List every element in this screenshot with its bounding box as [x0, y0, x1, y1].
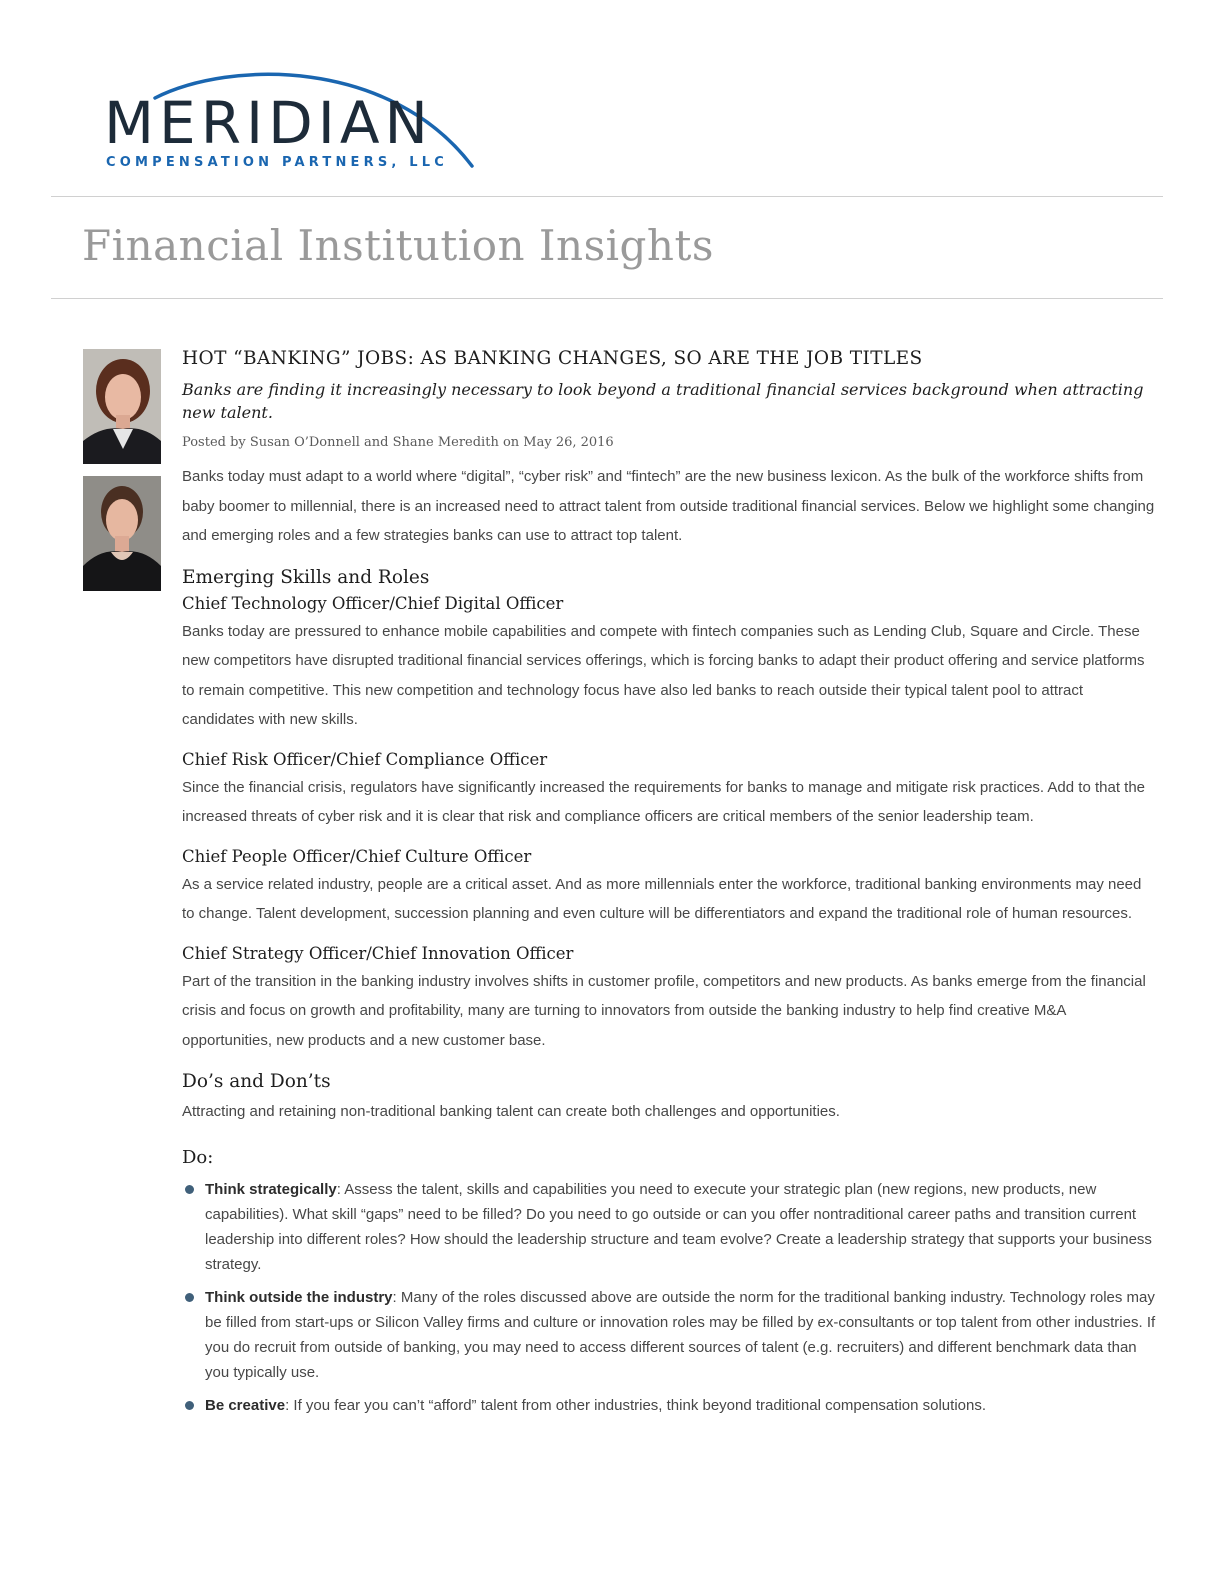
role-text-cpo: As a service related industry, people are a critical asset. And as more millennials enter the workforce, traditional banking environments may need to change. Talent development, succession planning and even culture will be differentiators and expand the traditional role of human resources. [182, 875, 1142, 922]
do-heading: Do: [182, 1146, 214, 1168]
logo-tagline: COMPENSATION PARTNERS, LLC [106, 155, 448, 170]
article-headline: HOT “BANKING” JOBS: AS BANKING CHANGES, SO ARE THE JOB TITLES [182, 348, 923, 369]
list-item [182, 1393, 1157, 1418]
author-photo-susan [83, 349, 161, 464]
author-photo-shane [83, 476, 161, 591]
role-heading-cpo: Chief People Officer/Chief Culture Officer [182, 846, 532, 866]
article-byline: Posted by Susan O’Donnell and Shane Meredith on May 26, 2016 [182, 435, 614, 450]
logo-wordmark: MERIDIAN [104, 89, 433, 157]
page-title: Financial Institution Insights [82, 221, 714, 270]
list-item-text: : Many of the roles discussed above are outside the norm for the traditional banking industry. Technology roles may be filled from start-ups or Silicon Valley firms and culture or innovation roles may be filled by ex-consultants or top talent from other industries. If you do recruit from outside of banking, you may need to access different sources of talent (e.g. recruiters) and different benchmark data than you typically use. [205, 1288, 1156, 1381]
role-heading-cso: Chief Strategy Officer/Chief Innovation Officer [182, 943, 574, 963]
meridian-logo [100, 66, 480, 176]
role-heading-cro: Chief Risk Officer/Chief Compliance Officer [182, 749, 548, 769]
header-divider-bottom [51, 298, 1163, 299]
role-text-cso: Part of the transition in the banking industry involves shifts in customer profile, competitors and new products. As banks emerge from the financial crisis and focus on growth and profitability, many are turning to innovators from outside the banking industry to help find creative M&A opportunities, new products and a new customer base. [182, 972, 1146, 1049]
header-divider-top [51, 196, 1163, 197]
article [182, 346, 1157, 1426]
bullet-icon [185, 1401, 194, 1410]
list-item-text: : If you fear you can’t “afford” talent from other industries, think beyond traditional compensation solutions. [285, 1396, 986, 1414]
do-list [182, 1177, 1157, 1418]
role-text-cto: Banks today are pressured to enhance mobile capabilities and compete with fintech companies such as Lending Club, Square and Circle. These new competitors have disrupted traditional financial services offerings, which is forcing banks to adapt their product offering and service platforms to remain competitive. This new competition and technology focus have also led banks to reach outside their typical talent pool to attract candidates with new skills. [182, 622, 1145, 728]
section-dos-donts-intro: Attracting and retaining non-traditional banking talent can create both challenges and opportunities. [182, 1103, 840, 1120]
article-subheadline: Banks are finding it increasingly necessary to look beyond a traditional financial services background when attracting new talent. [182, 380, 1144, 422]
role-heading-cto: Chief Technology Officer/Chief Digital Officer [182, 593, 564, 613]
section-heading-emerging-roles: Emerging Skills and Roles [182, 566, 430, 588]
list-item [182, 1177, 1157, 1277]
bullet-icon [185, 1185, 194, 1194]
bullet-icon [185, 1293, 194, 1302]
section-heading-dos-donts: Do’s and Don’ts [182, 1071, 331, 1092]
role-text-cro: Since the financial crisis, regulators have significantly increased the requirements for banks to manage and mitigate risk practices. Add to that the increased threats of cyber risk and it is clear that risk and compliance officers are critical members of the senior leadership team. [182, 778, 1146, 825]
list-item-lead: Be creative [205, 1396, 286, 1414]
list-item-text: : Assess the talent, skills and capabilities you need to execute your strategic plan (new regions, new products, new capabilities). What skill “gaps” need to be filled? Do you need to go outside or can you offer nontraditional career paths and transition current leadership into different roles? How should the leadership structure and team evolve? Create a leadership strategy that supports your business strategy. [205, 1180, 1152, 1273]
list-item-lead: Think strategically [205, 1180, 337, 1198]
article-intro: Banks today must adapt to a world where “digital”, “cyber risk” and “fintech” are the new business lexicon. As the bulk of the workforce shifts from baby boomer to millennial, there is an increased need to attract talent from outside traditional financial services. Below we highlight some changing and emerging roles and a few strategies banks can use to attract top talent. [182, 468, 1155, 544]
list-item [182, 1285, 1157, 1385]
list-item-lead: Think outside the industry [205, 1288, 393, 1306]
